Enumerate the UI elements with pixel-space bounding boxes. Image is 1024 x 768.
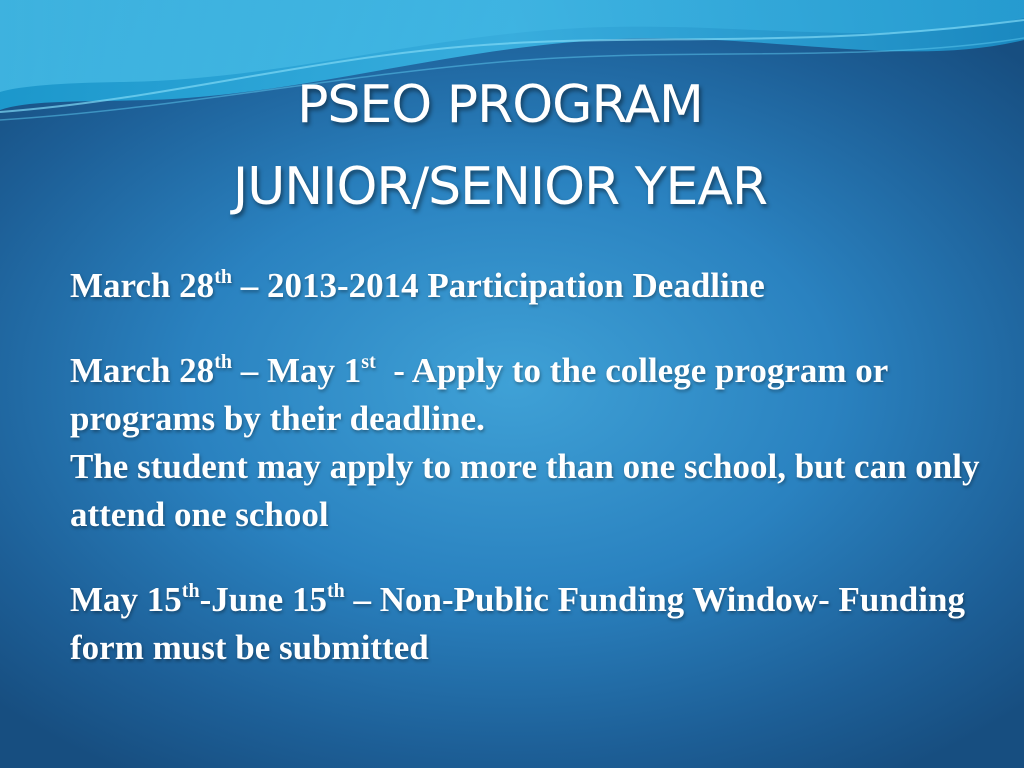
- date-end: – May 1: [231, 351, 362, 390]
- date-start: May 15: [70, 580, 182, 619]
- item-text: – 2013-2014 Participation Deadline: [231, 266, 765, 305]
- item-application-window: [70, 347, 990, 539]
- date-start: March 28: [70, 266, 215, 305]
- title-line-2: JUNIOR/SENIOR YEAR: [232, 157, 768, 217]
- date-end: -June 15: [199, 580, 327, 619]
- item-funding-window: [70, 576, 990, 672]
- item-note: The student may apply to more than one school, but can only attend one school: [70, 447, 980, 534]
- ordinal-suffix: th: [326, 580, 345, 602]
- ordinal-suffix: th: [181, 580, 200, 602]
- slide-title: [0, 64, 1000, 228]
- ordinal-suffix: th: [214, 266, 232, 288]
- title-line-1: PSEO PROGRAM: [297, 75, 703, 135]
- slide-body: [70, 262, 990, 672]
- date-start: March 28: [70, 351, 215, 390]
- item-text: – Non-Public Funding Window- Funding form must be submitted: [70, 580, 965, 667]
- ordinal-suffix: st: [361, 351, 376, 373]
- item-participation-deadline: [70, 262, 990, 310]
- ordinal-suffix: th: [214, 351, 232, 373]
- item-text: - Apply to the college program or programs by their deadline.: [70, 351, 897, 438]
